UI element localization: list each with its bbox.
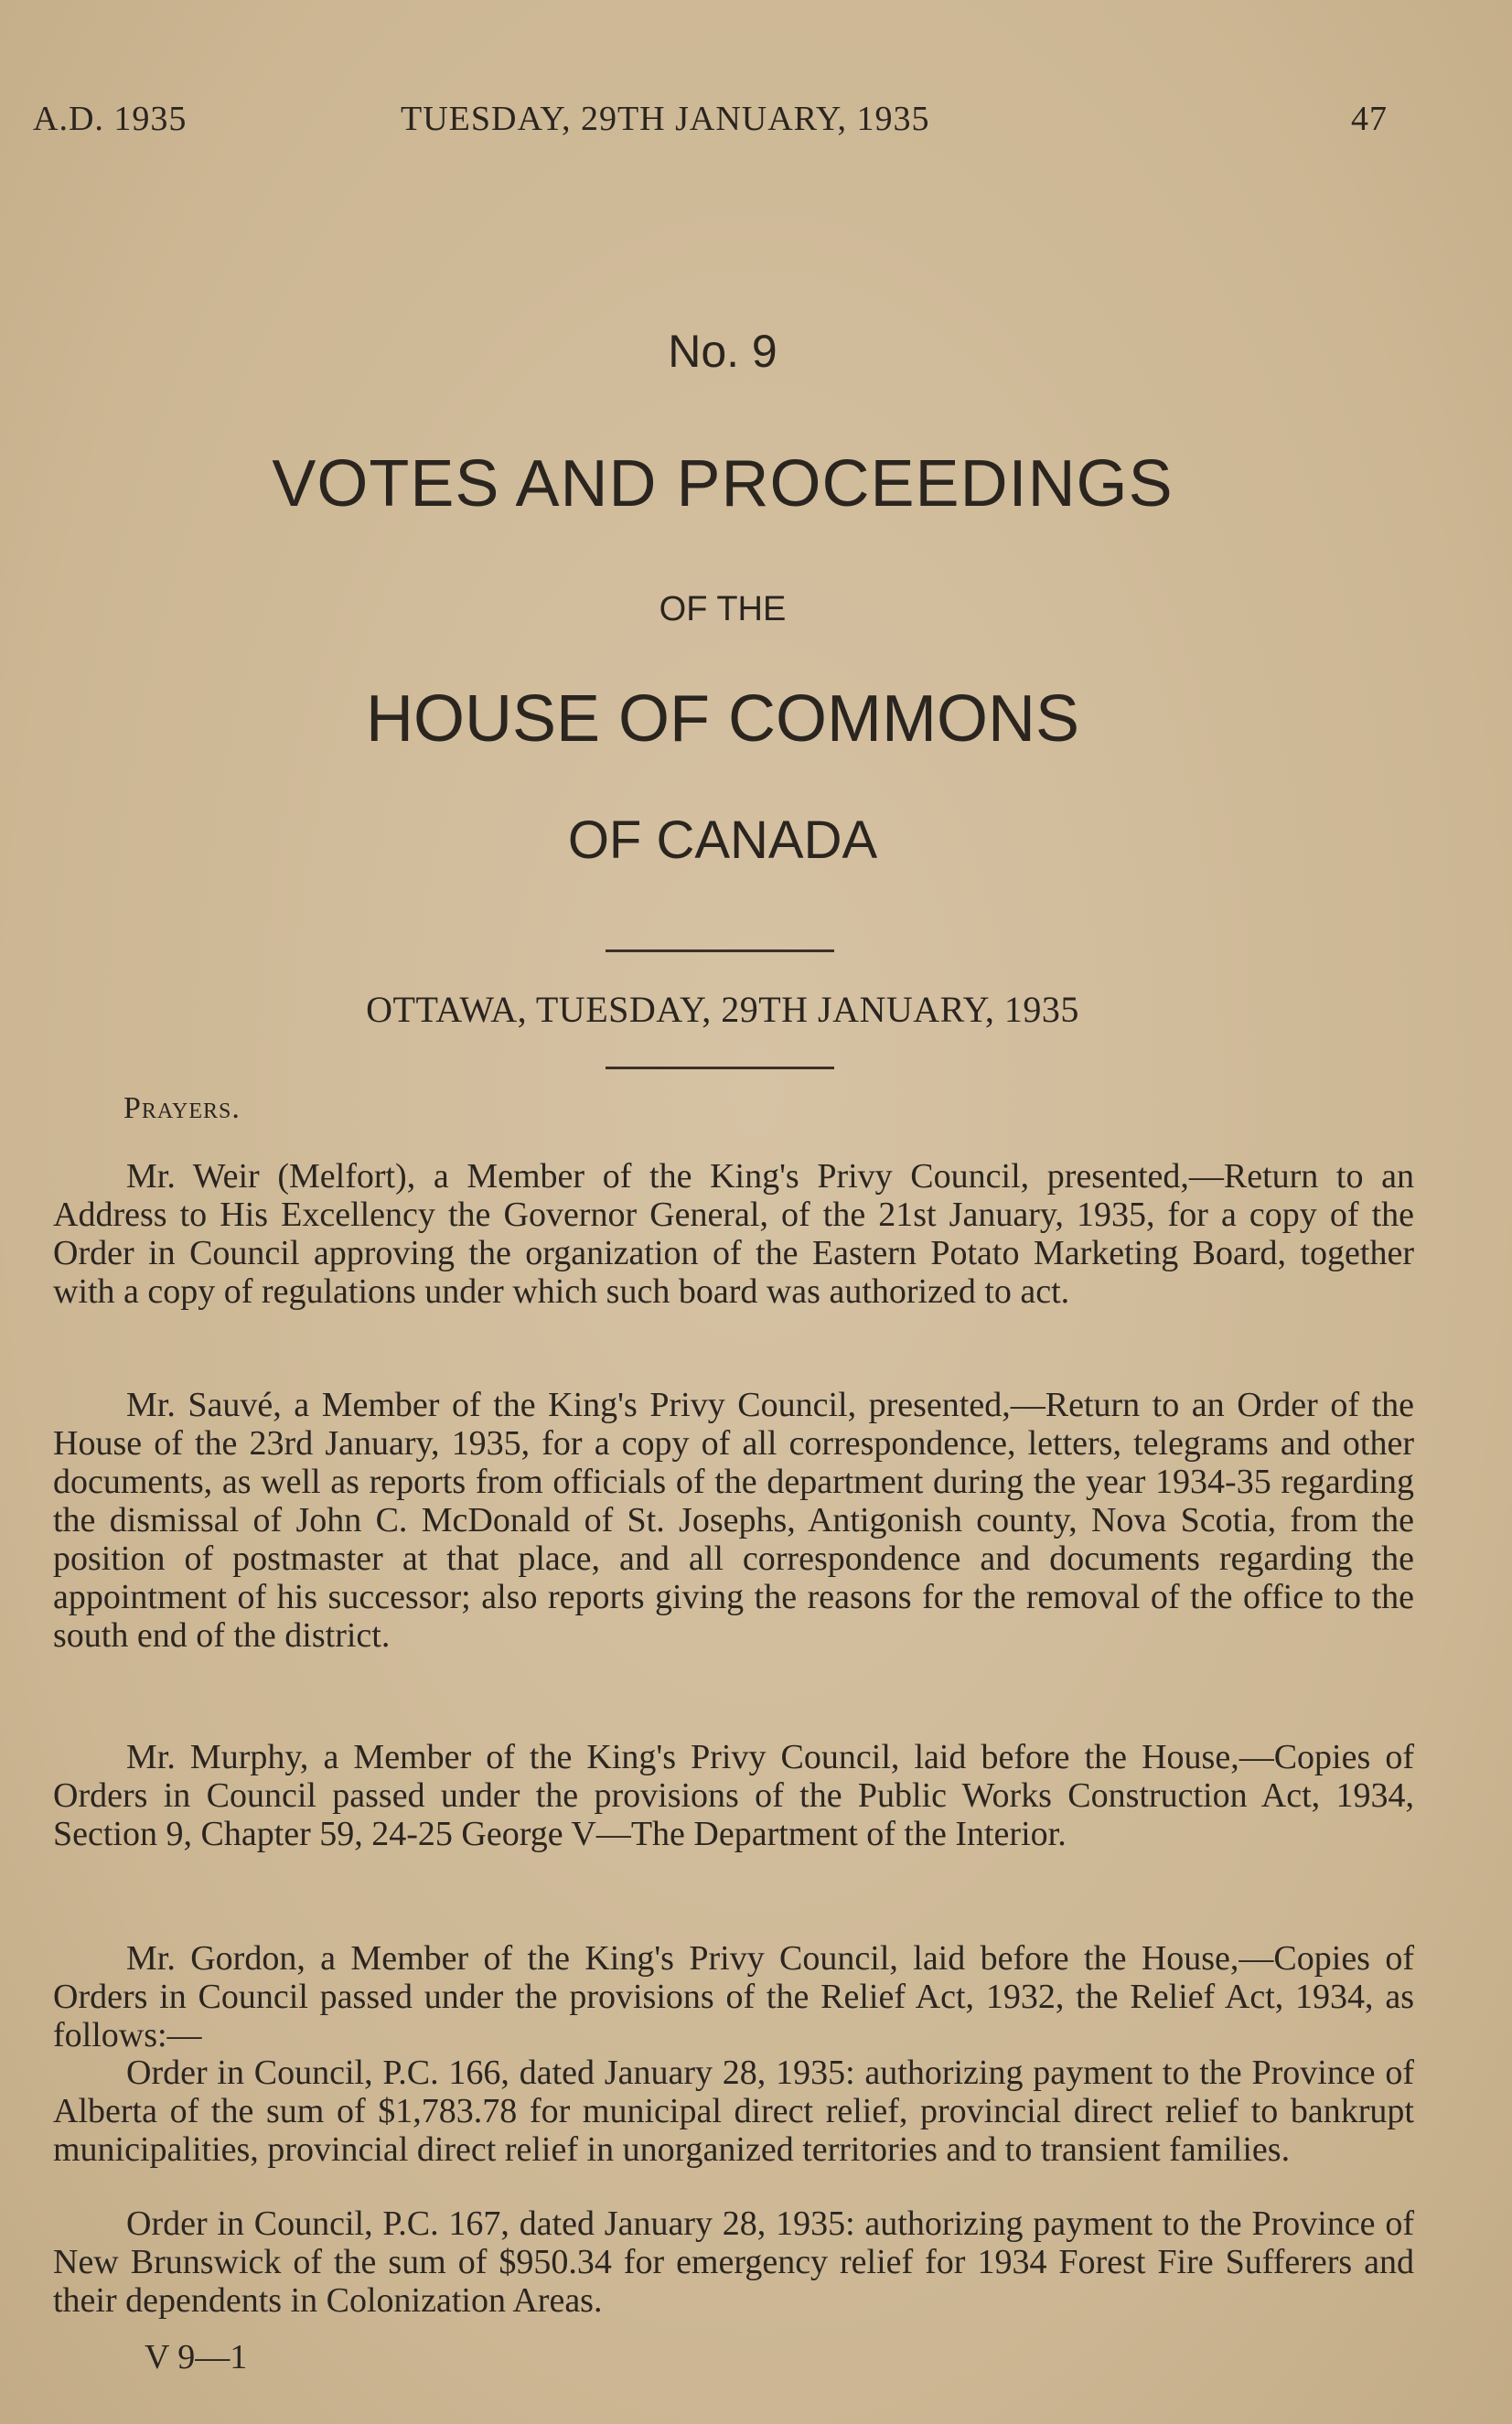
paragraph-murphy: Mr. Murphy, a Member of the King's Privy Council, laid before the House,—Copies of Orders in Council passed under the provisions of the Public Works Construction Act, 1934, Section 9, Chapter 59, 24-25 George V—The Department of the Interior. [53,1738,1414,1853]
house-heading: HOUSE OF COMMONS [365,682,1079,756]
paragraph-order-167: Order in Council, P.C. 167, dated January 28, 1935: authorizing payment to the Province of New Brunswick of the sum of $950.34 for emergency relief for 1934 Forest Fire Sufferers and their dependents in Colonization Areas. [53,2204,1414,2320]
paragraph-sauve: Mr. Sauvé, a Member of the King's Privy Council, presented,—Return to an Order of the House of the 23rd January, 1935, for a copy of all correspondence, letters, telegrams and other documents, as well as reports from officials of the department during the year 1934-35 regarding the dismissal of John C. McDonald of St. Josephs, Antigonish county, Nova Scotia, from the position of postmaster at that place, and all correspondence and documents regarding the appointment of his successor; also reports giving the reasons for the removal of the office to the south end of the district. [53,1386,1414,1655]
title-connector: OF THE [659,590,787,628]
paragraph-weir: Mr. Weir (Melfort), a Member of the King's Privy Council, presented,—Return to an Address to His Excellency the Governor General, of the 21st January, 1935, for a copy of the Order in Council approving the organization of the Eastern Potato Marketing Board, together with a copy of regulations under which such board was authorized to act. [53,1157,1414,1311]
signature-mark: V 9—1 [145,2338,248,2376]
country-heading: OF CANADA [567,810,878,870]
paragraph-gordon: Mr. Gordon, a Member of the King's Privy Council, laid before the House,—Copies of Orders in Council passed under the provisions of the Relief Act, 1932, the Relief Act, 1934, as follows:— [53,1939,1414,2054]
prayers-heading: Prayers. [123,1091,241,1125]
header-year: A.D. 1935 [33,100,188,138]
divider-top [606,949,834,952]
page-title: VOTES AND PROCEEDINGS [272,447,1174,520]
page-number: 47 [1351,100,1388,138]
paragraph-order-166: Order in Council, P.C. 166, dated January 28, 1935: authorizing payment to the Province of Alberta of the sum of $1,783.78 for municipal direct relief, provincial direct relief to bankrupt municipalities, provincial direct relief in unorganized territories and to transient families. [53,2054,1414,2169]
divider-bottom [606,1067,834,1069]
document-number: No. 9 [668,326,777,377]
header-date: TUESDAY, 29TH JANUARY, 1935 [401,100,930,138]
dateline: OTTAWA, TUESDAY, 29TH JANUARY, 1935 [366,989,1079,1030]
